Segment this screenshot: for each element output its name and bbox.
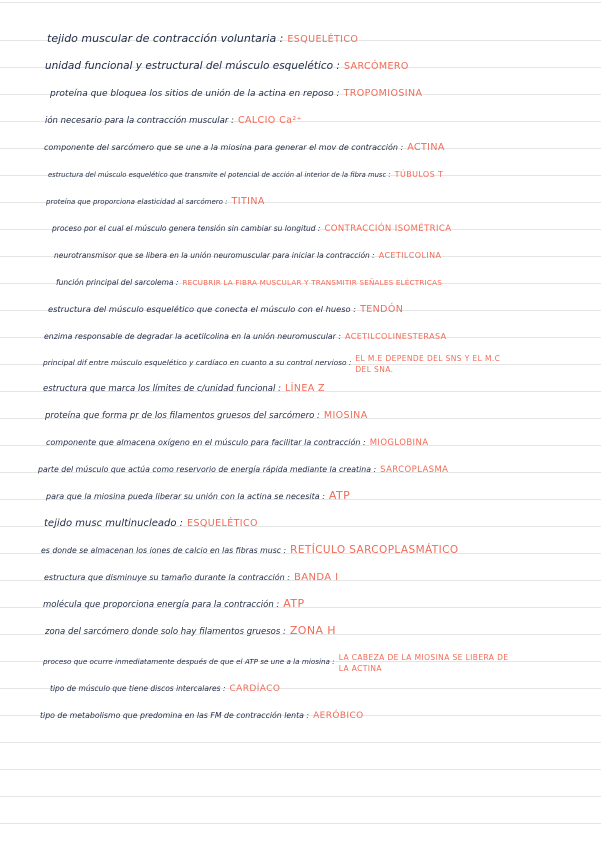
note-answer: LÍNEA Z	[284, 383, 325, 394]
note-answer: ATP	[283, 597, 305, 610]
note-row	[43, 353, 515, 375]
note-answer: CARDÍACO	[229, 684, 281, 694]
note-answer: RETÍCULO SARCOPLASMÁTICO	[290, 544, 459, 556]
note-question: estructura del músculo esquelético que conecta el músculo con el hueso :	[48, 304, 357, 314]
note-row	[56, 273, 442, 290]
note-answer: MIOSINA	[323, 410, 368, 421]
note-question: tipo de metabolismo que predomina en las FM de contracción lenta :	[40, 711, 310, 720]
note-question: tipo de músculo que tiene discos intercalares :	[50, 684, 226, 693]
note-row	[50, 84, 422, 101]
note-row	[46, 192, 265, 209]
note-question: componente del sarcómero que se une a la miosina para generar el mov de contracción :	[44, 143, 404, 152]
note-question: estructura del músculo esquelético que transmite el potencial de acción al interior de la fibra musc :	[48, 171, 391, 179]
note-answer: RECUBRIR LA FIBRA MUSCULAR Y TRANSMITIR SEÑALES ELÉCTRICAS	[182, 278, 442, 287]
note-question: proteína que forma pr de los filamentos gruesos del sarcómero :	[45, 411, 320, 421]
note-row	[48, 165, 443, 182]
note-row	[47, 30, 358, 47]
note-row	[43, 379, 325, 396]
note-question: proteína que bloquea los sitios de unión de la actina en reposo :	[50, 89, 340, 99]
note-answer: ESQUELÉTICO	[187, 518, 258, 529]
note-row	[45, 111, 302, 128]
note-question: ión necesario para la contracción muscular :	[45, 116, 234, 126]
note-row	[44, 568, 338, 585]
note-question: estructura que marca los límites de c/unidad funcional :	[43, 384, 281, 394]
note-answer: TENDÓN	[360, 304, 404, 315]
note-answer: LA CABEZA DE LA MIOSINA SE LIBERA DE LA ACTINA	[338, 653, 509, 673]
note-row	[44, 327, 446, 344]
note-row	[38, 460, 448, 477]
note-answer: BANDA I	[293, 572, 339, 583]
note-answer: AERÓBICO	[313, 711, 364, 721]
note-row	[50, 679, 280, 696]
note-answer: ESQUELÉTICO	[287, 34, 359, 45]
note-answer: MIOGLOBINA	[369, 438, 429, 448]
note-answer: ATP	[328, 489, 351, 502]
note-question: componente que almacena oxígeno en el músculo para facilitar la contracción :	[46, 438, 366, 447]
note-row	[41, 541, 459, 558]
note-answer: ACETILCOLINESTERASA	[345, 332, 447, 341]
note-answer: SARCOPLASMA	[380, 465, 449, 475]
note-question: proceso por el cual el músculo genera tensión sin cambiar su longitud :	[52, 224, 321, 233]
note-question: para que la miosina pueda liberar su unión con la actina se necesita :	[46, 492, 325, 501]
note-question: enzima responsable de degradar la acetilcolina en la unión neuromuscular :	[44, 332, 341, 341]
note-answer: TÚBULOS T	[394, 170, 444, 179]
note-answer: TITINA	[231, 196, 265, 207]
note-question: neurotransmisor que se libera en la unión neuromuscular para iniciar la contracción :	[54, 251, 375, 260]
note-row	[40, 706, 364, 723]
note-row	[48, 300, 403, 317]
note-answer: ACETILCOLINA	[378, 251, 442, 260]
note-answer: SARCÓMERO	[343, 61, 409, 72]
note-question: proteína que proporciona elasticidad al sarcómero :	[46, 198, 228, 206]
note-row	[45, 622, 336, 639]
note-question: proceso que ocurre inmediatamente después de que el ATP se une a la miosina :	[43, 657, 335, 666]
note-row	[46, 433, 428, 450]
note-question: estructura que disminuye su tamaño durante la contracción :	[44, 573, 290, 582]
note-row	[44, 138, 445, 155]
note-row	[43, 595, 305, 612]
note-row	[45, 57, 409, 74]
note-answer: CALCIO Ca²⁺	[237, 115, 302, 126]
note-question: función principal del sarcolema :	[56, 278, 179, 287]
note-question: es donde se almacenan los iones de calcio en las fibras musc :	[41, 546, 287, 555]
note-question: tejido musc multinucleado :	[44, 518, 184, 529]
note-answer: CONTRACCIÓN ISOMÉTRICA	[324, 224, 452, 234]
note-question: molécula que proporciona energía para la contracción :	[43, 600, 280, 610]
note-answer: TROPOMIOSINA	[343, 88, 423, 99]
note-answer: ACTINA	[407, 142, 445, 153]
note-answer: EL M.E DEPENDE DEL SNS Y EL M.C DEL SNA.	[355, 354, 501, 374]
note-question: unidad funcional y estructural del músculo esquelético :	[45, 60, 340, 72]
note-row	[54, 246, 441, 263]
note-row	[44, 514, 258, 531]
note-row	[52, 219, 451, 236]
note-row	[45, 406, 368, 423]
note-row	[43, 652, 519, 674]
note-question: zona del sarcómero donde solo hay filamentos gruesos :	[45, 627, 286, 637]
note-question: principal dif entre músculo esquelético y cardíaco en cuanto a su control nervioso :	[43, 358, 352, 367]
note-row	[46, 487, 350, 504]
note-answer: ZONA H	[289, 624, 336, 637]
note-question: parte del músculo que actúa como reservorio de energía rápida mediante la creatina :	[38, 465, 377, 474]
note-question: tejido muscular de contracción voluntaria :	[47, 32, 284, 45]
